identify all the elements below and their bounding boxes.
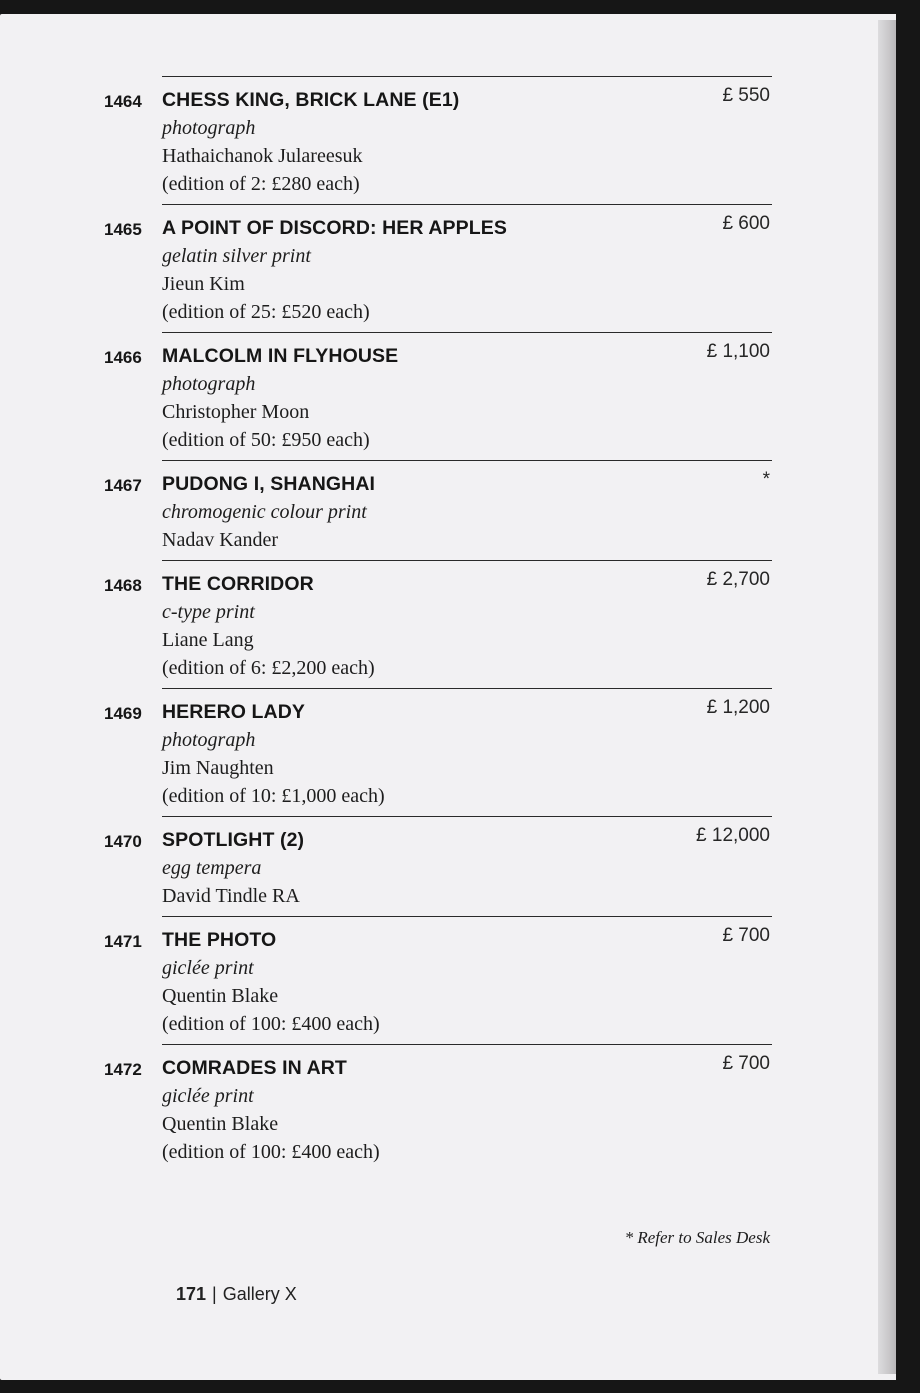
lot-edition: (edition of 100: £400 each) (162, 1013, 380, 1035)
lot-title: SPOTLIGHT (2) (162, 829, 305, 851)
lot-title: THE CORRIDOR (162, 573, 314, 595)
lot-title: A POINT OF DISCORD: HER APPLES (162, 217, 507, 239)
lot-medium: c-type print (162, 601, 255, 623)
lot-number: 1472 (104, 1060, 142, 1079)
lot-title: MALCOLM IN FLYHOUSE (162, 345, 399, 367)
lot-title: CHESS KING, BRICK LANE (E1) (162, 89, 460, 111)
page-number: 171 (176, 1284, 207, 1304)
lot-edition: (edition of 100: £400 each) (162, 1141, 380, 1163)
lot-number: 1470 (104, 832, 142, 851)
lot-edition: (edition of 6: £2,200 each) (162, 657, 375, 679)
lot-entry (104, 332, 772, 460)
lot-number: 1466 (104, 348, 142, 367)
lot-entry (104, 688, 772, 816)
lot-edition: (edition of 2: £280 each) (162, 173, 360, 195)
lot-title: COMRADES IN ART (162, 1057, 347, 1079)
lot-number: 1471 (104, 932, 142, 951)
lot-artist: Quentin Blake (162, 985, 279, 1007)
lot-entry (104, 1044, 772, 1172)
lot-price: £ 700 (722, 925, 770, 946)
section-name: Gallery X (222, 1284, 297, 1304)
lot-price: £ 700 (722, 1053, 770, 1074)
lot-number: 1469 (104, 704, 142, 723)
lot-medium: gelatin silver print (162, 245, 311, 267)
lot-title: THE PHOTO (162, 929, 277, 951)
lot-number: 1468 (104, 576, 142, 595)
lot-artist: Jim Naughten (162, 757, 274, 779)
lot-list (104, 76, 772, 1172)
footer-separator: | (212, 1284, 217, 1304)
lot-number: 1467 (104, 476, 142, 495)
lot-price: £ 600 (722, 213, 770, 234)
lot-entry (104, 816, 772, 916)
lot-edition: (edition of 50: £950 each) (162, 429, 370, 451)
lot-medium: egg tempera (162, 857, 262, 879)
lot-price: £ 1,100 (706, 341, 770, 362)
lot-edition: (edition of 25: £520 each) (162, 301, 370, 323)
lot-artist: Jieun Kim (162, 273, 245, 295)
lot-price: £ 550 (722, 85, 770, 106)
lot-medium: giclée print (162, 1085, 254, 1107)
lot-medium: photograph (162, 373, 256, 395)
lot-entry (104, 460, 772, 560)
page-edge (878, 20, 896, 1374)
lot-medium: photograph (162, 729, 256, 751)
lot-entry (104, 204, 772, 332)
lot-edition: (edition of 10: £1,000 each) (162, 785, 385, 807)
lot-artist: Liane Lang (162, 629, 254, 651)
lot-number: 1464 (104, 92, 142, 111)
lot-medium: photograph (162, 117, 256, 139)
lot-medium: giclée print (162, 957, 254, 979)
lot-artist: Quentin Blake (162, 1113, 279, 1135)
lot-title: HERERO LADY (162, 701, 306, 723)
lot-artist: Hathaichanok Julareesuk (162, 145, 363, 167)
footnote: * Refer to Sales Desk (624, 1228, 770, 1247)
lot-entry (104, 916, 772, 1044)
lot-medium: chromogenic colour print (162, 501, 367, 523)
lot-entry (104, 560, 772, 688)
lot-artist: Nadav Kander (162, 529, 279, 551)
lot-price: £ 12,000 (696, 825, 770, 846)
lot-artist: David Tindle RA (162, 885, 300, 907)
lot-artist: Christopher Moon (162, 401, 310, 423)
lot-price: * (762, 469, 770, 490)
lot-number: 1465 (104, 220, 142, 239)
lot-price: £ 1,200 (706, 697, 770, 718)
page-footer (176, 1284, 297, 1305)
lot-price: £ 2,700 (706, 569, 770, 590)
lot-title: PUDONG I, SHANGHAI (162, 473, 376, 495)
lot-entry (104, 76, 772, 204)
